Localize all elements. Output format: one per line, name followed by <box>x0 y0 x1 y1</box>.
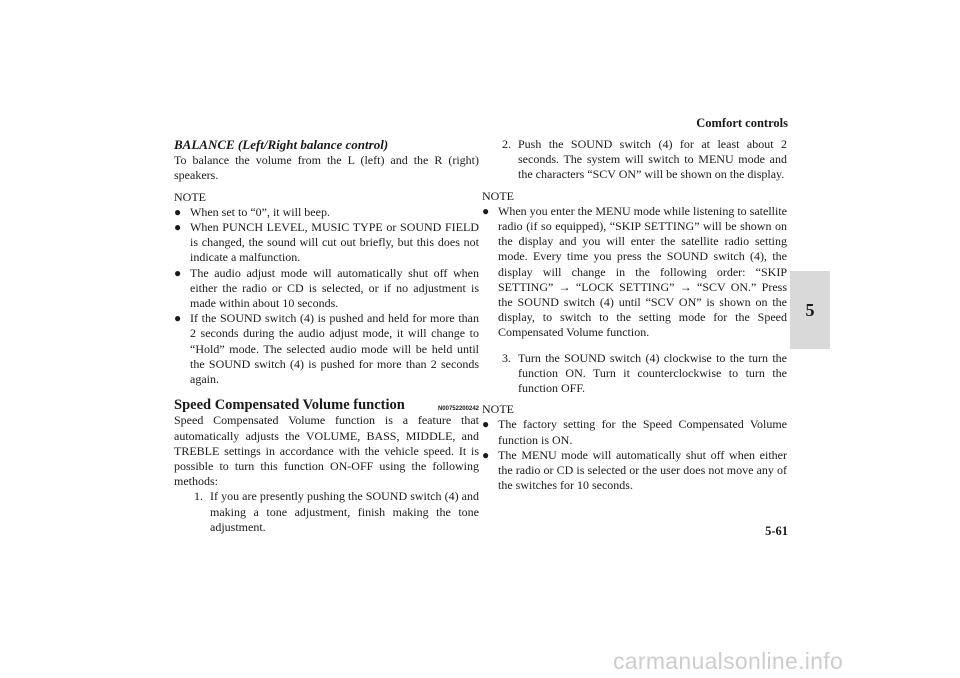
section-code: N00752200242 <box>437 406 479 413</box>
bullet-icon: ● <box>482 447 490 462</box>
note-item: ● The MENU mode will automatically shut off when either the radio or CD is selected or the user does not move any of the switches for 10 seconds. <box>482 447 787 493</box>
step-3 <box>502 351 787 397</box>
bullet-icon: ● <box>174 311 182 326</box>
scv-heading <box>174 398 479 413</box>
bullet-icon: ● <box>174 204 182 219</box>
scv-intro: Speed Compensated Volume function is a feature that automatically adjusts the VOLUME, BASS, MIDDLE, and TREBLE settings in accordance with the vehicle speed. It is possible to turn this function ON-OFF using the following methods: <box>174 413 479 489</box>
note-label: NOTE <box>174 189 206 204</box>
page-number: 5-61 <box>765 524 788 538</box>
bullet-icon: ● <box>174 220 182 235</box>
note-block-1 <box>174 190 479 388</box>
step-2 <box>502 137 787 183</box>
note-label: NOTE <box>482 188 514 203</box>
note-item: ● The audio adjust mode will automatically shut off when either the radio or CD is selected, or if no adjustment is made within about 10 seconds. <box>174 265 479 311</box>
balance-text: To balance the volume from the L (left) and the R (right) speakers. <box>174 153 479 183</box>
right-column <box>482 137 787 493</box>
watermark: carmanualsonline.info <box>613 648 844 674</box>
bullet-icon: ● <box>482 417 490 432</box>
bullet-icon: ● <box>482 203 490 218</box>
note-block-3 <box>482 402 787 493</box>
note-block-2 <box>482 189 787 341</box>
note-label: NOTE <box>482 402 514 417</box>
note-item: ● The factory setting for the Speed Compensated Volume function is ON. <box>482 417 787 447</box>
step-number: 1. <box>194 489 203 504</box>
step-number: 2. <box>502 137 511 151</box>
step-text: Push the SOUND switch (4) for at least about 2 seconds. The system will switch to MENU mode and the characters “SCV ON” will be shown on the display. <box>518 137 787 182</box>
chapter-tab: 5 <box>790 271 830 349</box>
bullet-icon: ● <box>174 265 182 280</box>
step-text: Turn the SOUND switch (4) clockwise to the turn the function ON. Turn it counterclockwise to turn the function OFF. <box>518 350 787 396</box>
note-item: ● When set to “0”, it will beep. <box>174 204 330 219</box>
note-item: ● When you enter the MENU mode while listening to satellite radio (if so equipped), “SKIP SETTING” will be shown on the display and you will enter the satellite radio setting mode. Every time you press the SOUND switch (4), the display will change in the following order: “SKIP SETTING” → “LOCK SETTING” → “SCV ON.” Press the SOUND switch (4) until “SCV ON” is shown on the display, to switch to the setting mode for the Speed Compensated Volume function. <box>482 203 787 340</box>
page-header: Comfort controls <box>696 116 788 130</box>
step-number: 3. <box>502 350 511 365</box>
note-item: ● If the SOUND switch (4) is pushed and held for more than 2 seconds during the audio adjust mode, it will change to “Hold” mode. The selected audio mode will be held until the SOUND switch (4) is pushed for more than 2 seconds again. <box>174 311 479 387</box>
balance-heading: BALANCE (Left/Right balance control) <box>174 137 389 152</box>
step-text: If you are presently pushing the SOUND switch (4) and making a tone adjustment, finish making the tone adjustment. <box>210 489 479 534</box>
note-item: ● When PUNCH LEVEL, MUSIC TYPE or SOUND FIELD is changed, the sound will cut out briefly, but this does not indicate a malfunction. <box>174 220 479 265</box>
left-column <box>174 137 479 535</box>
section-title: Speed Compensated Volume function <box>174 397 405 414</box>
step-1 <box>194 489 479 535</box>
